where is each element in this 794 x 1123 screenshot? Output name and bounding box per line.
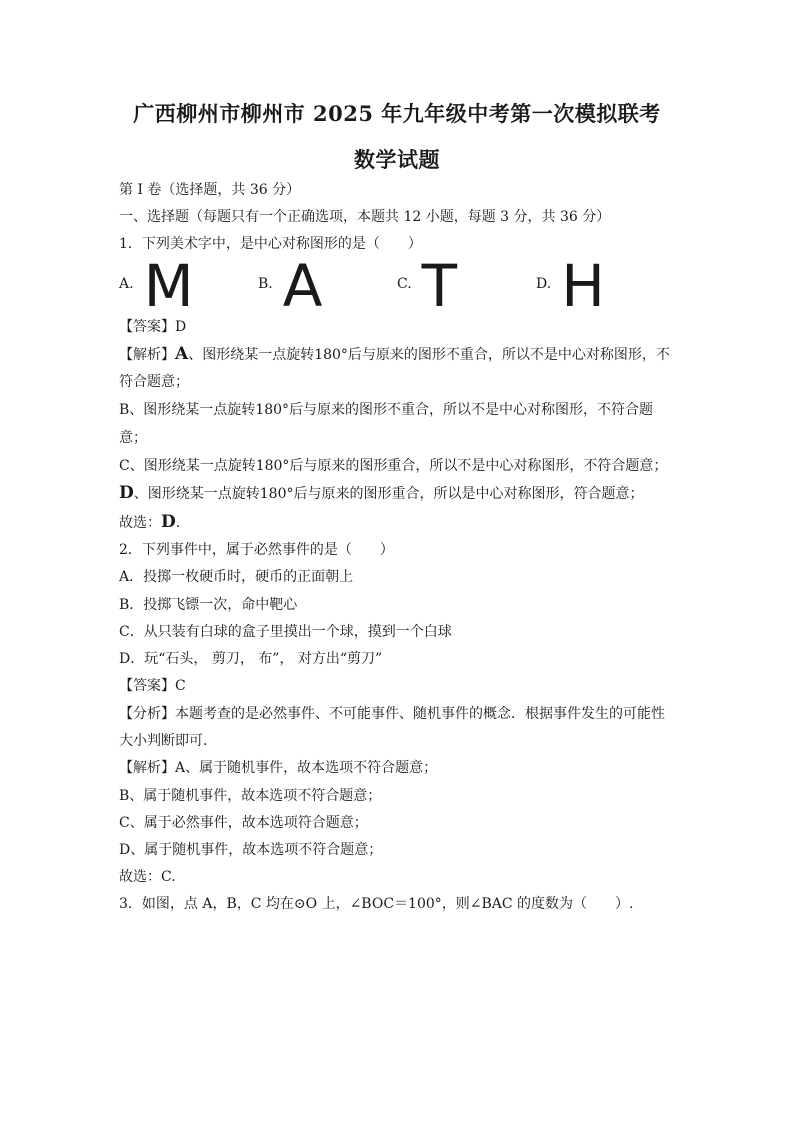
q2-jiexi-c: C、属于必然事件，故本选项符合题意； [119, 815, 368, 831]
section-heading: 一、选择题（每题只有一个正确选项，本题共 12 小题，每题 3 分，共 36 分） [119, 209, 611, 225]
analysis-text: 、图形绕某一点旋转180°后与原来的图形重合，所以是中心对称图形，符合题意； [133, 486, 644, 502]
question-3-stem: 3．如图，点 A，B，C 均在⊙O 上，∠BOC＝100°，则∠BAC 的度数为（ ）. [119, 896, 634, 912]
q2-option-a: A．投掷一枚硬币时，硬币的正面朝上 [119, 569, 354, 585]
q1-analysis-d [119, 484, 679, 503]
option-glyph: M [143, 252, 194, 320]
option-label: C. [397, 276, 412, 292]
question-1-stem: 1．下列美术字中，是中心对称图形的是（ ） [119, 236, 422, 252]
option-label: D. [536, 276, 552, 292]
q2-fenxi-line1: 【分析】本题考查的是必然事件、不可能事件、随机事件的概念．根据事件发生的可能性 [119, 706, 665, 722]
q2-jiexi-a: 【解析】A、属于随机事件，故本选项不符合题意； [119, 760, 438, 776]
option-glyph: T [421, 252, 458, 320]
q1-analysis-a-line2: 符合题意； [119, 374, 189, 390]
option-label: A. [119, 276, 134, 292]
q2-jiexi-d: D、属于随机事件，故本选项不符合题意； [119, 842, 383, 858]
choose-suffix: . [175, 515, 181, 531]
analysis-letter: D [119, 483, 134, 503]
q1-analysis-b-line2: 意； [119, 430, 147, 446]
option-glyph: A [282, 252, 323, 320]
q2-jiexi-b: B、属于随机事件，故本选项不符合题意； [119, 788, 382, 804]
q1-option-b [258, 252, 323, 320]
option-glyph: H [561, 252, 605, 320]
q2-option-b: B．投掷飞镖一次，命中靶心 [119, 597, 298, 613]
document-subtitle: 数学试题 [354, 147, 440, 172]
analysis-text: 、图形绕某一点旋转180°后与原来的图形不重合，所以不是中心对称图形，不 [188, 347, 670, 363]
choose-letter: D [161, 512, 176, 532]
q1-option-d [536, 252, 605, 320]
q2-choose: 故选：C. [119, 869, 176, 885]
q1-answer: 【答案】D [119, 319, 187, 335]
option-label: B. [258, 276, 273, 292]
q2-answer: 【答案】C [119, 678, 186, 694]
q1-analysis-a-line1 [119, 345, 679, 364]
q1-analysis-c: C、图形绕某一点旋转180°后与原来的图形重合，所以不是中心对称图形，不符合题意； [119, 458, 668, 474]
question-2-stem: 2．下列事件中，属于必然事件的是（ ） [119, 542, 394, 558]
volume-heading: 第 I 卷（选择题，共 36 分） [119, 182, 301, 198]
choose-prefix: 故选： [119, 515, 161, 531]
analysis-heading: 【解析】 [119, 347, 175, 363]
q1-analysis-b-line1: B、图形绕某一点旋转180°后与原来的图形不重合，所以不是中心对称图形，不符合题 [119, 402, 654, 418]
q2-option-d: D．玩“石头， 剪刀， 布”， 对方出“剪刀” [119, 651, 383, 667]
q1-choose [119, 513, 679, 532]
q2-fenxi-line2: 大小判断即可． [119, 733, 217, 749]
document-title: 广西柳州市柳州市 2025 年九年级中考第一次模拟联考 [133, 101, 661, 126]
analysis-letter: A [175, 344, 189, 364]
q2-option-c: C．从只装有白球的盒子里摸出一个球，摸到一个白球 [119, 624, 452, 640]
q1-option-c [397, 252, 458, 320]
q1-option-a [119, 252, 194, 320]
